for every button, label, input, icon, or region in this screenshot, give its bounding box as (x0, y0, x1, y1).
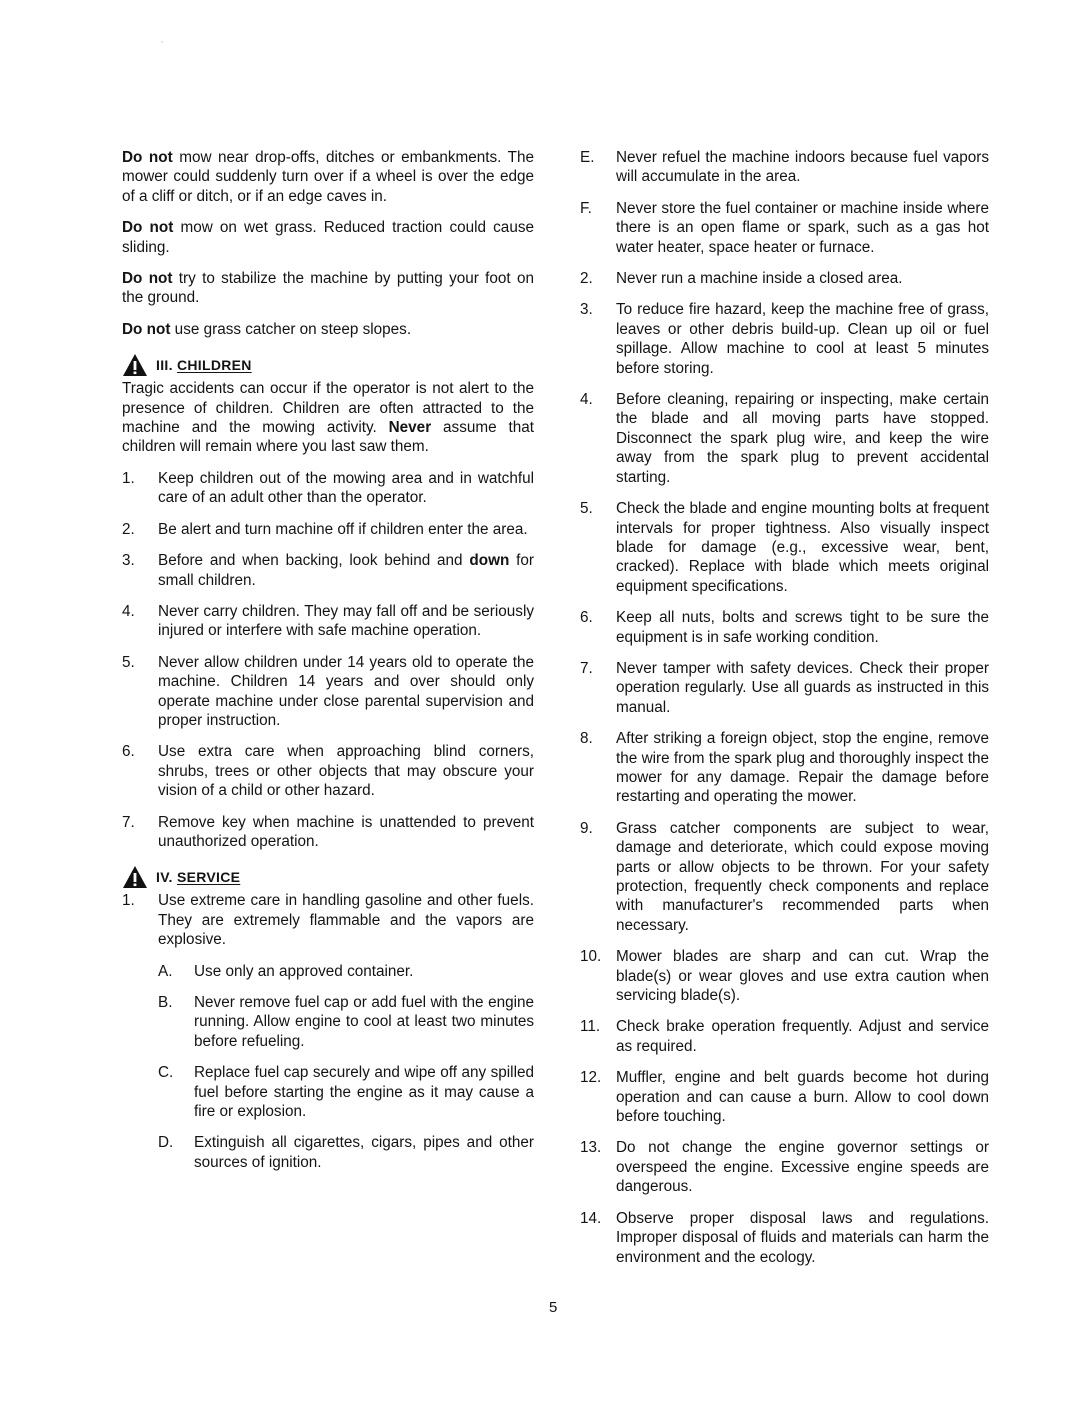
list-item: 1. Keep children out of the mowing area and in watchful care of an adult other than the operator. (122, 469, 534, 507)
list-item: 14. Observe proper disposal laws and regulations. Improper disposal of fluids and materials can harm the environment and the ecology. (580, 1209, 989, 1266)
list-item: 11. Check brake operation frequently. Adjust and service as required. (580, 1018, 989, 1055)
list-item: 3. To reduce fire hazard, keep the machine free of grass, leaves or other debris build-up. Clean up oil or fuel spillage. Allow machine to cool at least 5 minutes before storing. (580, 301, 989, 377)
list-item: 13. Do not change the engine governor settings or overspeed the engine. Excessive engine speeds are dangerous. (580, 1139, 989, 1196)
section-title: III. CHILDREN (156, 356, 252, 373)
sub-list-item: B. Never remove fuel cap or add fuel with the engine running. Allow engine to cool at least two minutes before refueling. (158, 994, 534, 1050)
right-column (580, 148, 989, 1279)
warning-triangle-icon (122, 865, 148, 889)
list-item: 6. Use extra care when approaching blind corners, shrubs, trees or other objects that may obscure your vision of a child or other hazard. (122, 743, 534, 800)
list-item: 7. Never tamper with safety devices. Check their proper operation regularly. Use all guards as instructed in this manual. (580, 659, 989, 716)
list-item: 4. Before cleaning, repairing or inspecting, make certain the blade and all moving parts have stopped. Disconnect the spark plug wire, and keep the wire away from the spark plug to prevent accidental starting. (580, 391, 989, 486)
list-item: 7. Remove key when machine is unattended to prevent unauthorized operation. (122, 813, 534, 850)
sub-list-item: C. Replace fuel cap securely and wipe off any spilled fuel before starting the engine as it may cause a fire or explosion. (158, 1064, 534, 1121)
section-title: IV. SERVICE (156, 868, 241, 885)
list-item: 2. Be alert and turn machine off if children enter the area. (122, 520, 528, 538)
sub-list-item: A. Use only an approved container. (158, 962, 414, 980)
section-heading-children (122, 353, 534, 377)
paragraph: Tragic accidents can occur if the operator is not alert to the presence of children. Children are often attracted to the machine and the mowing activity. Never assume that children will remain where you last saw them. (122, 380, 535, 456)
list-item: 3. Before and when backing, look behind and down for small children. (122, 552, 534, 589)
list-item: 8. After striking a foreign object, stop the engine, remove the wire from the spark plug and thoroughly inspect the mower for any damage. Repair the damage before restarting and operating the mower. (580, 730, 989, 806)
sub-list-item: D. Extinguish all cigarettes, cigars, pipes and other sources of ignition. (158, 1134, 534, 1171)
paragraph: Do not try to stabilize the machine by putting your foot on the ground. (122, 270, 534, 307)
left-column (122, 148, 534, 1184)
page-number: 5 (549, 1299, 558, 1316)
list-item: 5. Never allow children under 14 years old to operate the machine. Children 14 years and over should only operate machine under close parental supervision and proper instruction. (122, 653, 534, 729)
list-item: 1. Use extreme care in handling gasoline and other fuels. They are extremely flammable and the vapors are explosive. (122, 892, 534, 949)
warning-triangle-icon (122, 353, 148, 377)
sub-list-item: F. Never store the fuel container or machine inside where there is an open flame or spark, such as a gas hot water heater, space heater or furnace. (580, 199, 989, 256)
list-item: 6. Keep all nuts, bolts and screws tight to be sure the equipment is in safe working condition. (580, 609, 989, 646)
list-item: 4. Never carry children. They may fall off and be seriously injured or interfere with safe machine operation. (122, 602, 534, 640)
section-heading-service (122, 865, 534, 889)
list-item: 5. Check the blade and engine mounting bolts at frequent intervals for proper tightness. Also visually inspect blade for damage (e.g., excessive wear, bent, cracked). Replace with blade which meets original equipment specifications. (580, 500, 989, 595)
paragraph: Do not mow near drop-offs, ditches or embankments. The mower could suddenly turn over if a wheel is over the edge of a cliff or ditch, or if an edge caves in. (122, 149, 534, 205)
list-item: 12. Muffler, engine and belt guards become hot during operation and can cause a burn. Allow to cool down before touching. (580, 1069, 989, 1126)
paragraph: Do not mow on wet grass. Reduced traction could cause sliding. (122, 219, 534, 256)
list-item: 9. Grass catcher components are subject to wear, damage and deteriorate, which could expose moving parts or allow objects to be thrown. For your safety protection, frequently check components and replace with manufacturer's recommended parts when necessary. (580, 819, 989, 934)
sub-list-item: E. Never refuel the machine indoors because fuel vapors will accumulate in the area. (580, 149, 989, 186)
scan-speck (160, 40, 164, 44)
list-item: 10. Mower blades are sharp and can cut. Wrap the blade(s) or wear gloves and use extra caution when servicing blade(s). (580, 948, 989, 1005)
paragraph: Do not use grass catcher on steep slopes. (122, 320, 412, 338)
list-item: 2. Never run a machine inside a closed area. (580, 270, 903, 288)
